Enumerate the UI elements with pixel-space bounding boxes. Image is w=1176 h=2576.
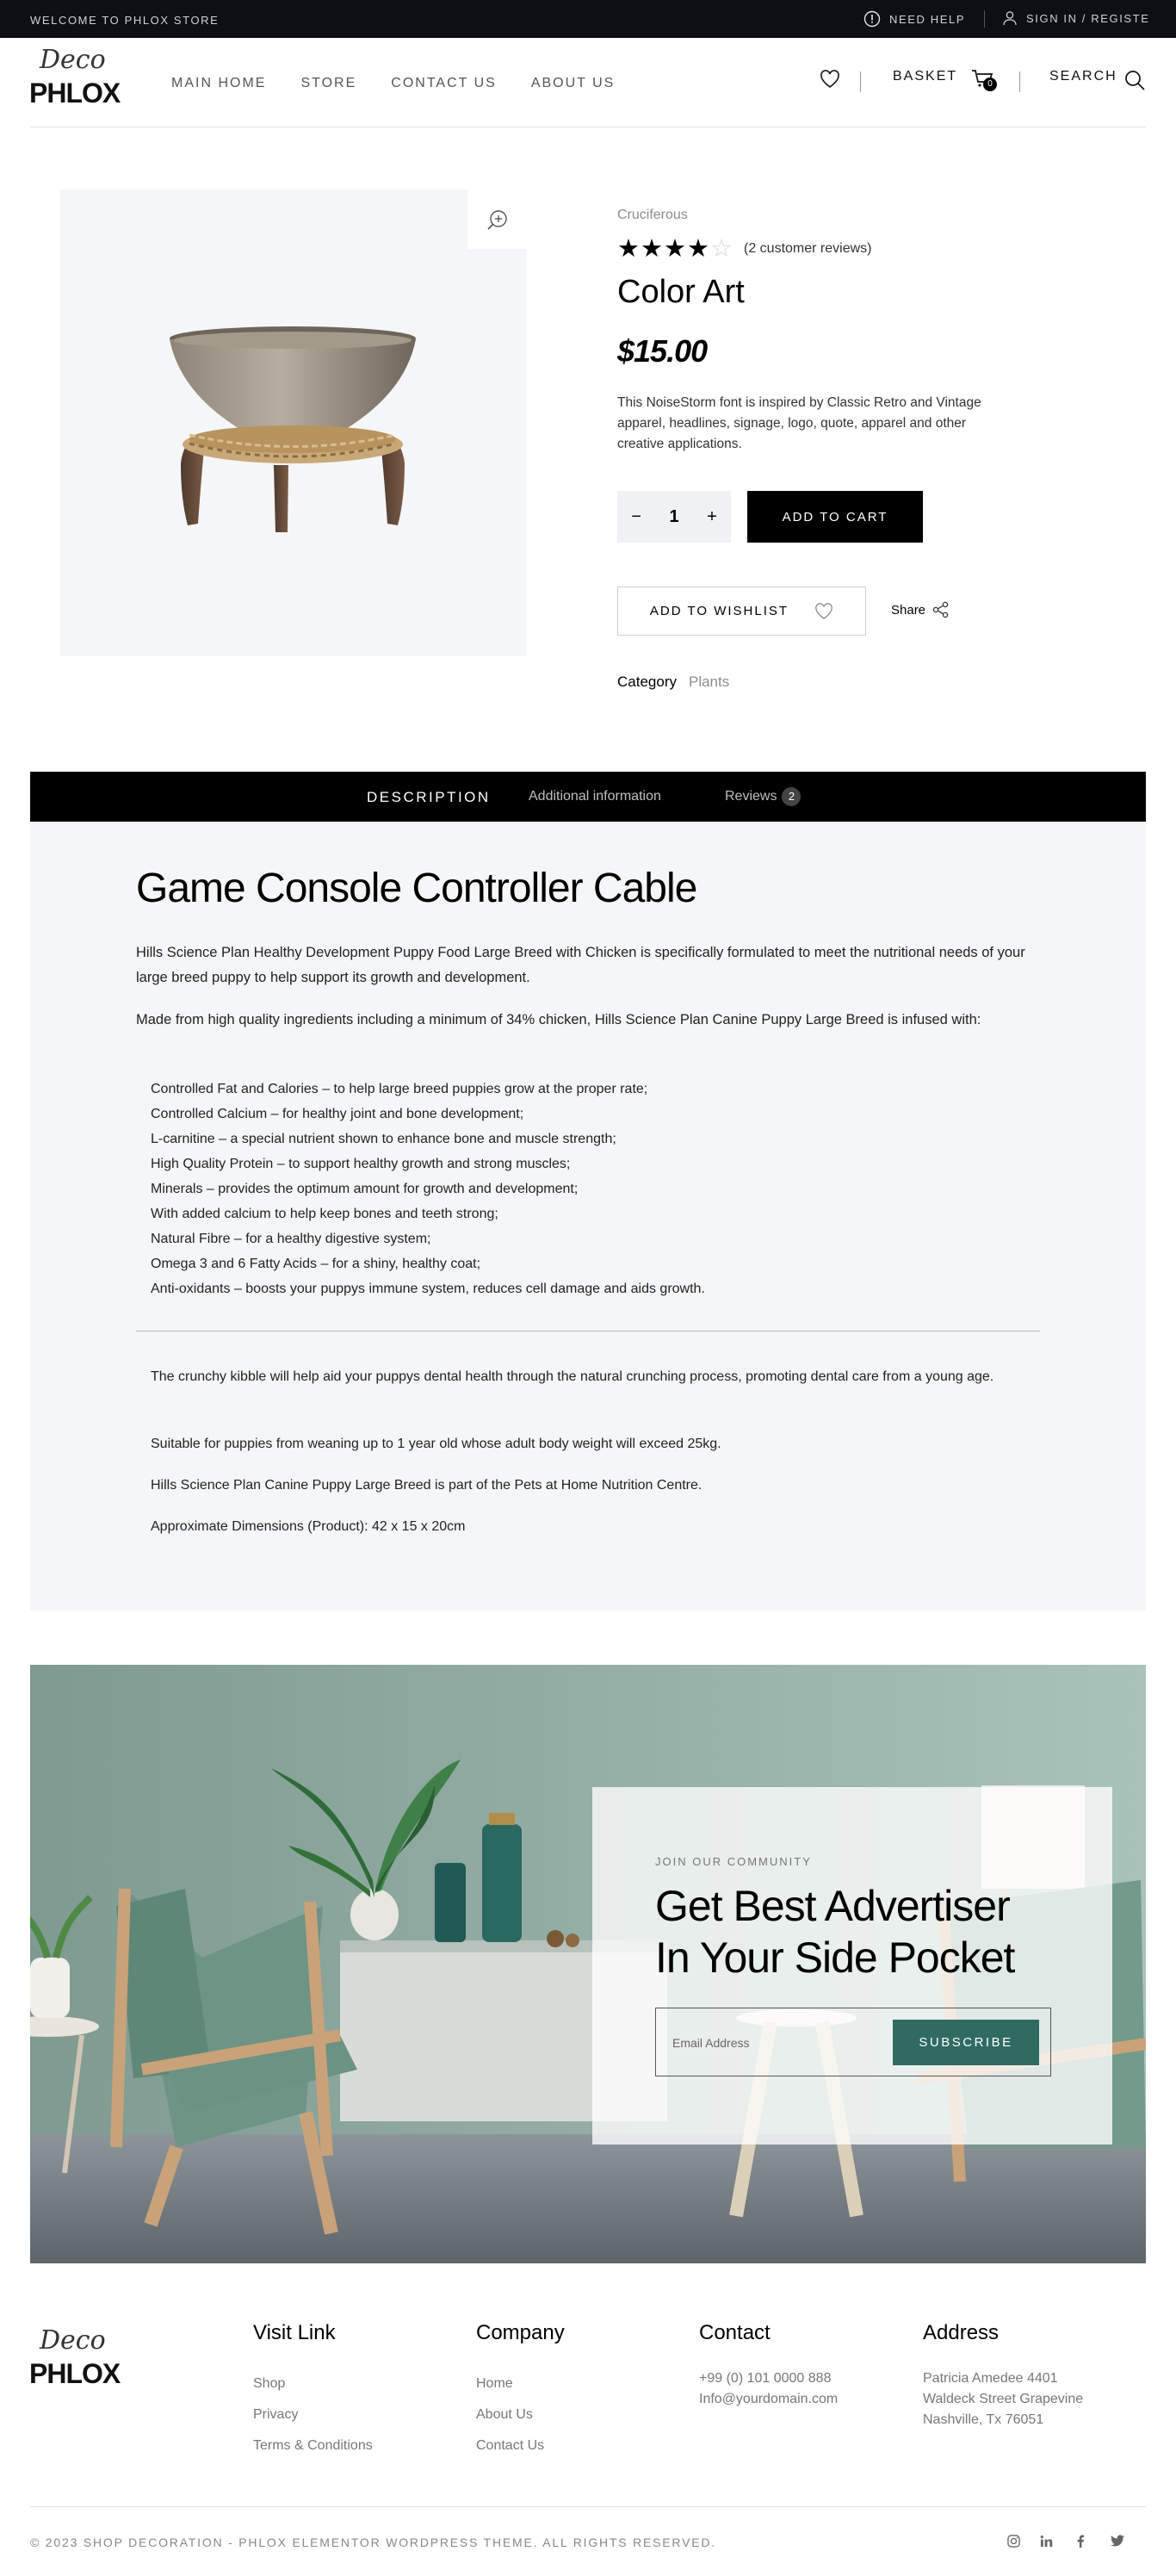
subscribe-button[interactable]: SUBSCRIBE	[893, 2020, 1039, 2065]
product-short-description: This NoiseStorm font is inspired by Classic Retro and Vintage apparel, headlines, signage, logo, quote, apparel and other creative applications.	[617, 395, 981, 451]
footer-column-title: Contact	[699, 2321, 771, 2344]
list-item: Omega 3 and 6 Fatty Acids – for a shiny, healthy coat;	[151, 1257, 481, 1271]
star-rating	[617, 236, 733, 262]
description-paragraph: Approximate Dimensions (Product): 42 x 15 x 20cm	[151, 1519, 466, 1534]
product-category-link[interactable]: Cruciferous	[617, 208, 688, 222]
newsletter-heading-line1: Get Best Advertiser	[655, 1882, 1010, 1930]
footer-link-about[interactable]: About Us	[476, 2407, 533, 2422]
footer-link-terms[interactable]: Terms & Conditions	[253, 2438, 373, 2453]
tab-reviews[interactable]	[725, 787, 801, 806]
footer-phone[interactable]: +99 (0) 101 0000 888	[699, 2371, 832, 2386]
address-line: Waldeck Street Grapevine	[923, 2392, 1084, 2406]
footer-column-title: Visit Link	[253, 2321, 336, 2344]
bowl-illustration	[60, 189, 527, 656]
nav-about-us[interactable]: ABOUT US	[530, 76, 616, 90]
footer-link-shop[interactable]: Shop	[253, 2376, 286, 2391]
category-label: Category	[617, 673, 677, 690]
footer-link-contact[interactable]: Contact Us	[476, 2438, 545, 2453]
wishlist-label: ADD TO WISHLIST	[649, 604, 789, 618]
list-item: With added calcium to help keep bones and teeth strong;	[151, 1207, 498, 1221]
footer-link-home[interactable]: Home	[476, 2376, 513, 2391]
facebook-icon[interactable]	[1076, 2535, 1085, 2551]
product-title: Color Art	[617, 274, 745, 310]
product-image[interactable]	[60, 189, 527, 656]
need-help-label: NEED HELP	[889, 12, 966, 26]
quantity-decrease-button[interactable]: −	[631, 506, 641, 526]
main-nav	[171, 76, 615, 91]
add-to-cart-button[interactable]: ADD TO CART	[747, 491, 923, 543]
add-to-wishlist-button[interactable]	[617, 587, 866, 636]
twitter-icon[interactable]	[1111, 2535, 1124, 2550]
star-filled-icon: ★	[664, 235, 687, 263]
basket-count-badge: 0	[983, 78, 997, 91]
list-item: Natural Fibre – for a healthy digestive system;	[151, 1232, 431, 1246]
tab-reviews-label: Reviews	[725, 789, 777, 804]
logo-script: Deco	[40, 2325, 106, 2356]
reviews-link[interactable]: (2 customer reviews)	[744, 241, 872, 256]
description-title: Game Console Controller Cable	[136, 866, 697, 911]
logo-script: Deco	[40, 45, 106, 75]
list-item: Controlled Fat and Calories – to help large breed puppies grow at the proper rate;	[151, 1082, 648, 1096]
nav-store[interactable]: STORE	[300, 76, 357, 90]
quantity-stepper	[617, 491, 731, 543]
reviews-count-badge: 2	[782, 787, 801, 806]
need-help-link[interactable]	[863, 10, 965, 28]
nutrition-list	[151, 1077, 705, 1301]
product-price: $15.00	[617, 333, 708, 369]
footer-divider	[30, 2506, 1146, 2507]
sign-in-label: SIGN IN / REGISTE	[1026, 11, 1150, 25]
footer-column-title: Address	[923, 2321, 1000, 2344]
sign-in-link[interactable]	[1002, 10, 1150, 26]
star-filled-icon: ★	[641, 235, 664, 263]
list-item: High Quality Protein – to support healthy growth and strong muscles;	[151, 1157, 571, 1171]
description-paragraph: Suitable for puppies from weaning up to 1 year old whose adult body weight will exceed 25kg.	[151, 1437, 721, 1451]
tab-description[interactable]: DESCRIPTION	[367, 789, 491, 805]
user-icon	[1002, 10, 1018, 26]
footer-logo[interactable]	[29, 2325, 121, 2389]
info-icon	[863, 10, 881, 28]
header-divider	[1019, 71, 1020, 92]
list-item: Minerals – provides the optimum amount for growth and development;	[151, 1182, 579, 1196]
share-button[interactable]	[891, 601, 950, 618]
basket-label[interactable]: BASKET	[893, 69, 958, 84]
top-bar	[0, 0, 1176, 38]
quantity-increase-button[interactable]: +	[707, 506, 717, 526]
search-label[interactable]: SEARCH	[1049, 69, 1117, 84]
footer-company-links	[476, 2321, 565, 2461]
footer-link-privacy[interactable]: Privacy	[253, 2407, 299, 2422]
logo-wordmark: PHLOX	[29, 78, 121, 109]
share-label: Share	[891, 602, 926, 618]
category-link[interactable]: Plants	[688, 673, 730, 690]
site-logo[interactable]	[29, 45, 121, 109]
star-filled-icon: ★	[687, 235, 710, 263]
list-item: L-carnitine – a special nutrient shown to enhance bone and muscle strength;	[151, 1132, 616, 1146]
instagram-icon[interactable]	[1007, 2535, 1020, 2551]
description-paragraph: Hills Science Plan Healthy Development Puppy Food Large Breed with Chicken is specifically formulated to meet the nutritional needs of your large breed puppy to help support its growth and development.	[136, 945, 1025, 985]
logo-wordmark: PHLOX	[29, 2358, 121, 2389]
list-item: Controlled Calcium – for healthy joint and bone development;	[151, 1107, 524, 1121]
welcome-text: WELCOME TO PHLOX STORE	[30, 14, 220, 27]
address-line: Nashville, Tx 76051	[923, 2412, 1044, 2427]
product-category-line	[617, 673, 729, 691]
address-line: Patricia Amedee 4401	[923, 2371, 1058, 2386]
nav-main-home[interactable]: MAIN HOME	[171, 76, 267, 90]
zoom-in-icon	[486, 208, 509, 231]
newsletter-eyebrow: JOIN OUR COMMUNITY	[655, 1855, 812, 1868]
footer-contact	[699, 2321, 838, 2410]
heart-icon	[814, 603, 833, 620]
copyright-text: © 2023 SHOP DECORATION - PHLOX ELEMENTOR WORDPRESS THEME. ALL RIGHTS RESERVED.	[30, 2536, 716, 2549]
star-empty-icon: ☆	[710, 235, 733, 263]
quantity-value[interactable]: 1	[669, 506, 679, 526]
description-paragraph: Hills Science Plan Canine Puppy Large Breed is part of the Pets at Home Nutrition Centre.	[151, 1478, 703, 1493]
footer-address	[923, 2321, 1083, 2430]
footer-email[interactable]: Info@yourdomain.com	[699, 2392, 839, 2406]
newsletter-heading	[655, 1880, 1086, 1983]
share-icon	[932, 601, 950, 618]
topbar-divider	[984, 10, 985, 28]
list-item: Anti-oxidants – boosts your puppys immune system, reduces cell damage and aids growth.	[151, 1282, 705, 1296]
product-tabs	[30, 772, 1146, 822]
wishlist-heart-icon[interactable]	[820, 70, 840, 93]
linkedin-icon[interactable]	[1040, 2535, 1053, 2551]
footer-column-title: Company	[476, 2321, 565, 2344]
tab-additional-information[interactable]: Additional information	[529, 789, 661, 804]
newsletter-heading-line2: In Your Side Pocket	[655, 1934, 1015, 1982]
basket-icon[interactable]	[971, 68, 999, 94]
header-divider	[860, 71, 861, 92]
search-icon[interactable]	[1124, 70, 1145, 95]
email-input[interactable]: Email Address	[672, 2036, 750, 2050]
nav-contact-us[interactable]: CONTACT US	[391, 76, 497, 90]
description-paragraph: The crunchy kibble will help aid your puppys dental health through the natural crunching process, promoting dental care from a young age.	[151, 1369, 994, 1384]
footer-visit-links	[253, 2321, 373, 2461]
star-filled-icon: ★	[617, 235, 641, 263]
description-paragraph: Made from high quality ingredients including a minimum of 34% chicken, Hills Science Plan Canine Puppy Large Breed is infused with:	[136, 1012, 981, 1027]
zoom-button[interactable]	[467, 189, 527, 249]
